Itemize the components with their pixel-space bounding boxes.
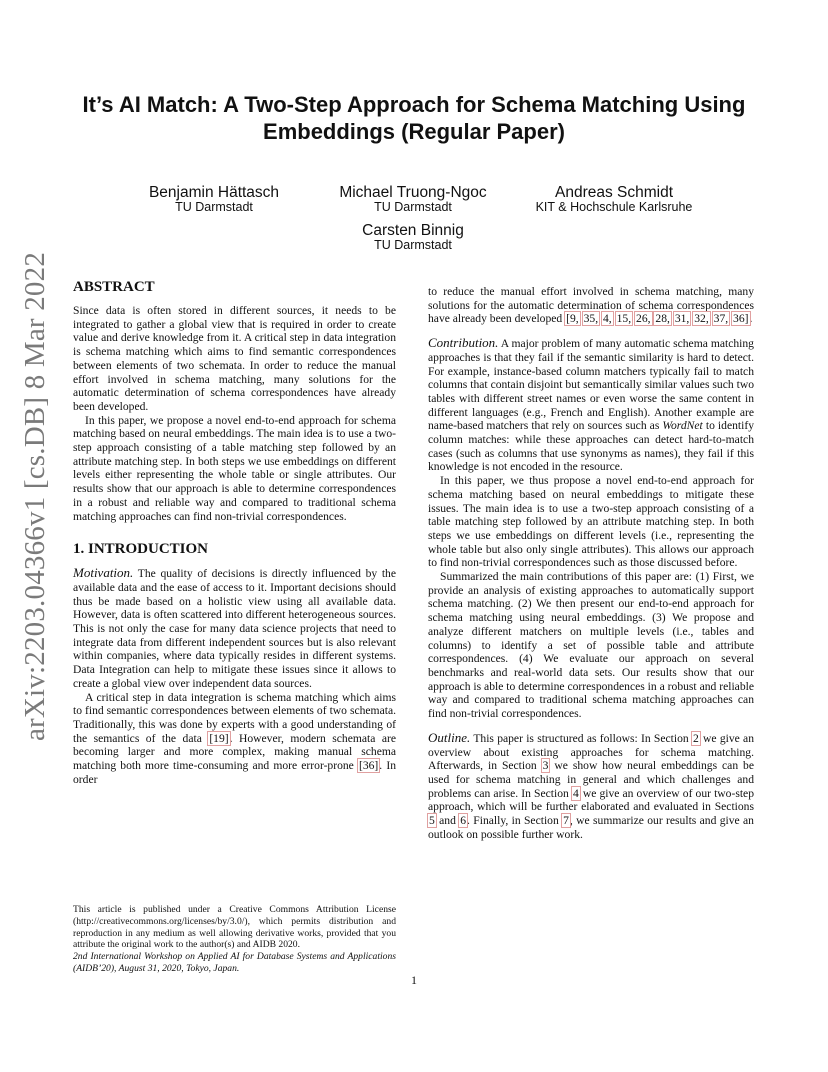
citation-link[interactable]: 31, xyxy=(674,312,690,326)
page-number: 1 xyxy=(411,973,417,987)
arxiv-identifier-text: arXiv:2203.04366v1 [cs.DB] 8 Mar 2022 xyxy=(19,251,52,741)
section-link[interactable]: 3 xyxy=(542,759,549,773)
citation-link[interactable]: 28, xyxy=(655,312,670,326)
abstract-heading: ABSTRACT xyxy=(73,279,155,295)
section-link[interactable]: 5 xyxy=(429,814,435,828)
author-block-1 xyxy=(128,185,300,215)
outline-paragraph: Outline. This paper is structured as follows: In Section 2 we give an overview about existing approaches for schema matching. Afterwards, in Section 3 we show how neural embeddings can be used for schema matching in general and which challenges and problems can arise. In Section 4 we give an overview of our two-step approach, which will be further elaborated and evaluated in Sections 5 and 6. Finally, in Section 7, we summarize our results and give an outlook on possible further work. xyxy=(428,729,754,841)
paper-title: It’s AI Match: A Two-Step Approach for Schema Matching Using Embeddings (Regular Paper) xyxy=(82,92,746,144)
motivation-label: Motivation. xyxy=(73,565,134,581)
citation-link[interactable]: [9, xyxy=(566,312,579,326)
citation-link[interactable]: 15, xyxy=(616,312,632,326)
contributions-summary-paragraph: Summarized the main contributions of this paper are: (1) First, we provide an analysis of existing approaches to automatically support schema matching. (2) We then present our end-to-end approach for schema matching using neural embeddings. (3) We propose and analyze different matchers on multiple levels (i.e., tables and columns) to identify a set of possible table and attribute correspondences. (4) We evaluate our approach on several benchmarks and real-world data sets. Our results show that our approach is able to determine correspondences in a robust and reliable way and compared to traditional schema matching approaches can find non-trivial correspondences. xyxy=(428,570,754,721)
author-affiliation: TU Darmstadt xyxy=(374,200,452,214)
section-link[interactable]: 7 xyxy=(563,814,569,828)
author-name: Carsten Binnig xyxy=(362,222,464,239)
abstract-paragraph-1: Since data is often stored in different sources, it needs to be integrated to gather a global view that is required in order to create value and derive knowledge from it. A critical step in data integration is schema matching which aims to find semantic correspondences between elements of two schemata. In order to reduce the manual effort involved in schema matching, many solutions for the automatic determination of schema correspondences have already been developed. xyxy=(73,304,396,413)
outline-label: Outline. xyxy=(428,729,471,745)
author-affiliation: KIT & Hochschule Karlsruhe xyxy=(535,200,693,214)
citation-link[interactable]: 35, xyxy=(583,312,599,326)
citation-link[interactable]: [36] xyxy=(358,759,379,773)
intro-continuation-paragraph: to reduce the manual effort involved in schema matching, many solutions for the automatic determination of schema correspondences have already been developed [9, 35, 4, 15, 26, 28, 31, 32, 37, 36]. xyxy=(428,285,754,326)
section-link[interactable]: 6 xyxy=(460,814,467,828)
intro-paragraph-2: A critical step in data integration is schema matching which aims to find semantic correspondences between elements of two schemata. Traditionally, this was done by experts with a good understanding of the semantics of the data [19]. However, modern schemata are becoming larger and more complex, making manual schema matching both more time-consuming and more error-prone [36]. In order xyxy=(73,690,396,786)
introduction-heading: 1. INTRODUCTION xyxy=(73,541,209,558)
approach-paragraph: In this paper, we thus propose a novel end-to-end approach for schema matching based on neural embeddings to mitigate these issues. The main idea is to use a two-step approach consisting of a table matching step followed by an attribute matching step. In both steps we use embeddings on different levels (i.e., representing the whole table but also only single attributes). This allows our approach to find non-trivial correspondences such as those discussed before. xyxy=(428,474,754,570)
author-affiliation: TU Darmstadt xyxy=(374,238,452,252)
venue-text: 2nd International Workshop on Applied AI for Database Systems and Applications (AIDB’20), August 31, 2020, Tokyo, Japan. xyxy=(73,951,396,974)
wordnet-term: WordNet xyxy=(662,419,703,433)
arxiv-identifier-stamp xyxy=(11,251,61,741)
author-name: Benjamin Hättasch xyxy=(148,184,280,201)
author-block-3 xyxy=(516,185,712,215)
contribution-paragraph: Contribution. A major problem of many automatic schema matching approaches is that they fail if the semantic similarity is hard to detect. For example, instance-based column matchers typically fail to match columns that contain disjoint but semantically similar values such two tables with different street names or even worse the same content in different languages (e.g., French and English). Another example are name-based matchers that rely on sources such as WordNet to identify column matches: while these approaches can detect hard-to-match cases (such as columns that use synonyms as names), they fail if this knowledge is not encoded in the resource. xyxy=(428,335,754,474)
author-name: Andreas Schmidt xyxy=(554,184,674,201)
motivation-text: The quality of decisions is directly influenced by the available data and the ease of access to it. Important decisions should thus be made based on a holistic view using all available data. However, data is often scattered into different heterogeneous sources. This is not only the case for many data science projects that need to integrate data from different independent sources but is also relevant within companies, where data typically resides in different systems. Data Integration can help to mitigate these issues since it allows to create a global view over independent data sources. xyxy=(73,567,396,690)
citation-link[interactable]: 32, xyxy=(694,312,709,326)
license-text: This article is published under a Creative Commons Attribution License (http://creativecommons.org/licenses/by/3.0/), which permits distribution and reproduction in any medium as well allowing derivative works, provided that you attribute the original work to the author(s) and AIDB 2020. xyxy=(73,904,396,951)
author-name: Michael Truong-Ngoc xyxy=(339,184,487,201)
citation-link[interactable]: [19] xyxy=(209,731,229,745)
motivation-paragraph xyxy=(73,566,396,690)
citation-link[interactable]: 37, xyxy=(713,312,729,326)
contribution-label: Contribution. xyxy=(428,335,499,351)
author-affiliation: TU Darmstadt xyxy=(175,200,253,214)
section-link[interactable]: 4 xyxy=(572,786,579,800)
license-footnote xyxy=(73,904,396,975)
author-block-4 xyxy=(316,223,510,253)
section-link[interactable]: 2 xyxy=(692,731,699,745)
abstract-paragraph-2: In this paper, we propose a novel end-to-end approach for schema matching based on neural embeddings. The main idea is to use a two-step approach consisting of a table matching step followed by an attribute matching step. In both steps we use embeddings on different levels either representing the whole table or single attributes. Our results show that our approach is able to determine correspondences in a robust and reliable way and compared to traditional schema matching approaches can find non-trivial correspondences. xyxy=(73,413,396,523)
citation-link[interactable]: 4, xyxy=(603,312,612,326)
author-block-2 xyxy=(316,185,510,215)
citation-link[interactable]: 26, xyxy=(636,312,651,326)
citation-link[interactable]: 36] xyxy=(733,312,749,326)
right-column xyxy=(428,285,754,841)
left-column xyxy=(73,278,396,787)
